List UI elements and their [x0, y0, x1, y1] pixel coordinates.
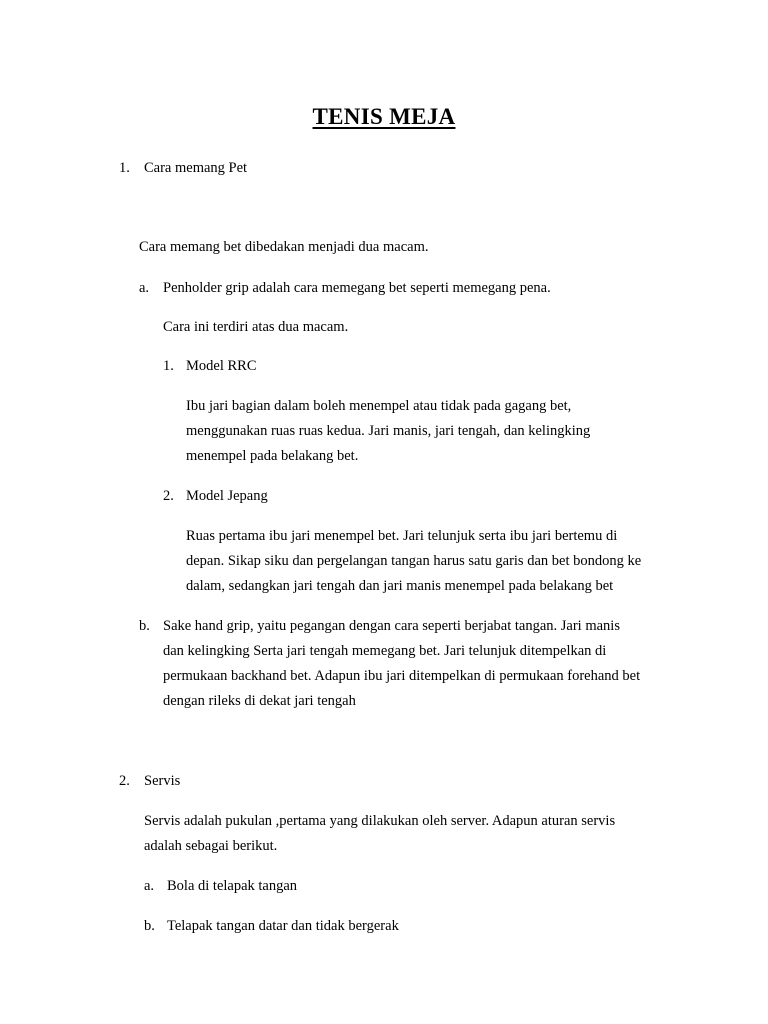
- model-2-label: Model Jepang: [186, 488, 268, 504]
- model-2-number: 2.: [163, 488, 174, 504]
- item-b-line-4: dengan rileks di dekat jari tengah: [163, 693, 356, 709]
- section-2-item-b-marker: b.: [144, 918, 155, 934]
- model-1-line-3: menempel pada belakang bet.: [186, 448, 359, 464]
- item-a-sub-intro: Cara ini terdiri atas dua macam.: [163, 319, 349, 335]
- model-2-line-2: depan. Sikap siku dan pergelangan tangan harus satu garis dan bet bondong ke: [186, 553, 642, 569]
- section-2-intro-line-2: adalah sebagai berikut.: [144, 838, 278, 854]
- item-b-line-2: dan kelingking Serta jari tengah memegang bet. Jari telunjuk ditempelkan di: [163, 643, 607, 659]
- item-b-marker: b.: [139, 618, 150, 634]
- item-b-line-1: Sake hand grip, yaitu pegangan dengan cara seperti berjabat tangan. Jari manis: [163, 618, 620, 634]
- model-1-label: Model RRC: [186, 358, 257, 374]
- item-b-line-3: permukaan backhand bet. Adapun ibu jari ditempelkan di permukaan forehand bet: [163, 668, 641, 684]
- model-2-line-3: dalam, sedangkan jari tengah dan jari manis menempel pada belakang bet: [186, 578, 614, 594]
- section-2-heading: Servis: [144, 773, 181, 789]
- section-1-intro: Cara memang bet dibedakan menjadi dua macam.: [139, 239, 429, 255]
- model-2-line-1: Ruas pertama ibu jari menempel bet. Jari telunjuk serta ibu jari bertemu di: [186, 528, 618, 544]
- section-2-number: 2.: [119, 773, 130, 789]
- section-1-heading: Cara memang Pet: [144, 160, 248, 176]
- document-title: TENIS MEJA: [312, 104, 456, 129]
- model-1-line-1: Ibu jari bagian dalam boleh menempel atau tidak pada gagang bet,: [186, 398, 572, 414]
- section-2-item-b-text: Telapak tangan datar dan tidak bergerak: [167, 918, 399, 934]
- section-2-item-a-marker: a.: [144, 878, 155, 894]
- section-2-item-a-text: Bola di telapak tangan: [167, 878, 298, 894]
- item-a-marker: a.: [139, 280, 150, 296]
- section-1-number: 1.: [119, 160, 130, 176]
- model-1-line-2: menggunakan ruas ruas kedua. Jari manis, jari tengah, dan kelingking: [186, 423, 591, 439]
- item-a-text: Penholder grip adalah cara memegang bet seperti memegang pena.: [163, 280, 551, 296]
- section-2-intro-line-1: Servis adalah pukulan ,pertama yang dilakukan oleh server. Adapun aturan servis: [144, 813, 616, 829]
- model-1-number: 1.: [163, 358, 174, 374]
